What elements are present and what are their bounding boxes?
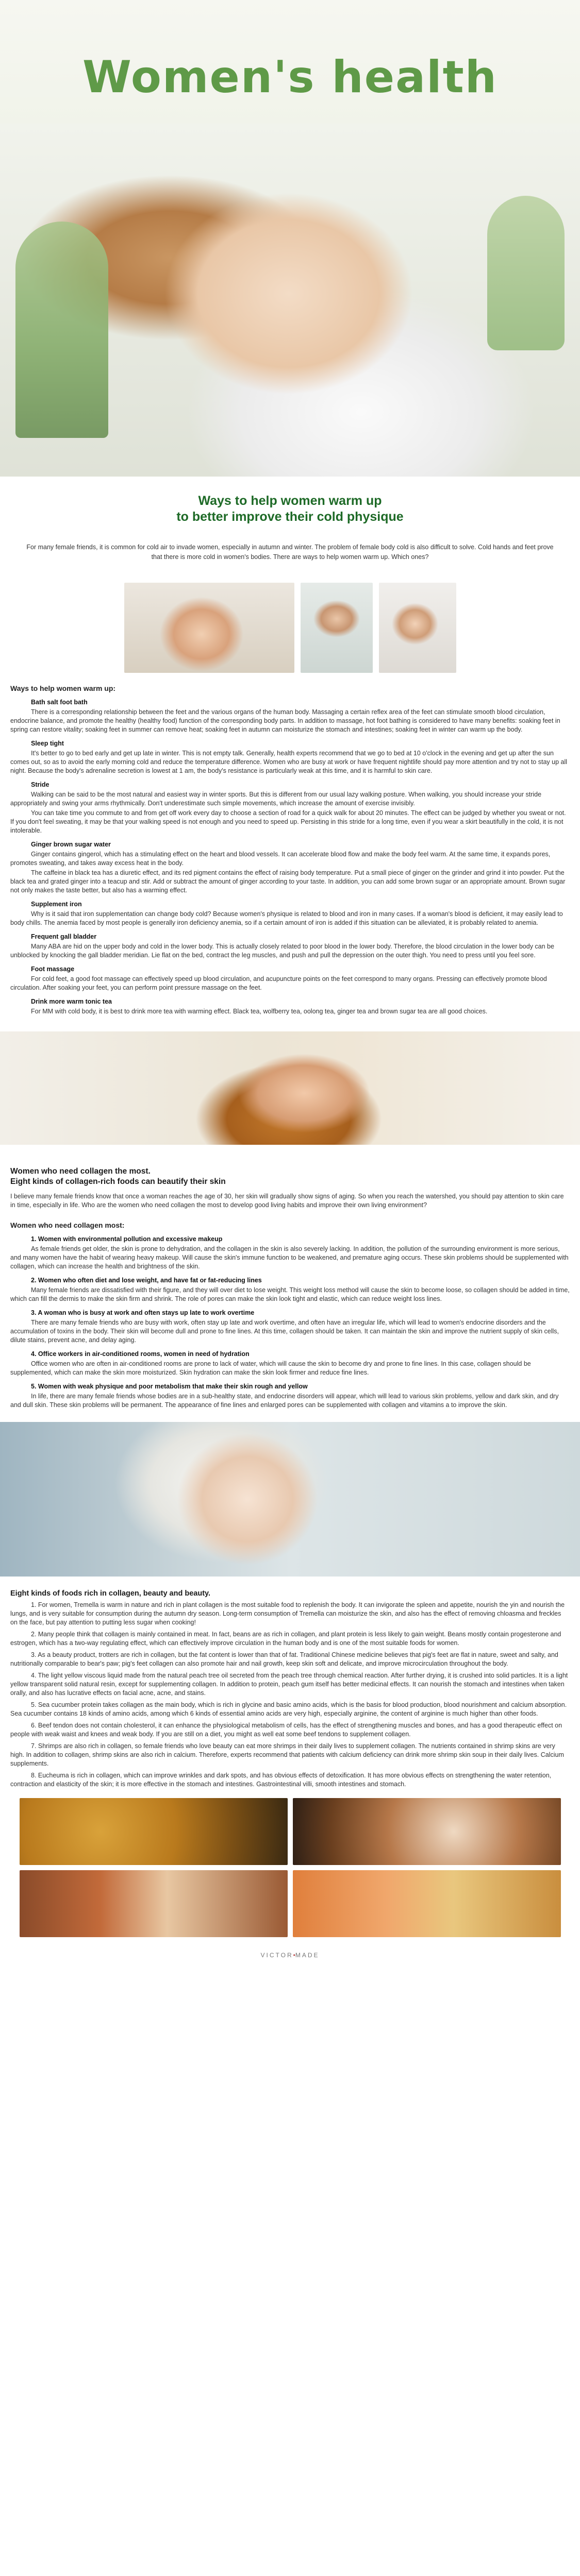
item-title: Sleep tight [31,740,64,747]
food-item: 6. Beef tendon does not contain cholesterol, it can enhance the physiological metabolism of cells, has the effect of strengthening muscles and bones, and has a good therapeutic effect on people with weak waist and knees and weak body. If you are still on a diet, you might as well eat some beef tendons to supplement collagen. [10,1722,562,1738]
section-heading: to better improve their cold physique [176,510,404,524]
item-text: Many female friends are dissatisfied with their figure, and they will over diet to lose weight. This weight loss method will cause the skin to become loose, so collagen should be added in time, which can fill the dermis to make the skin firm and shrink. The role of pores can make the skin look tight and elastic, which can reduce weight loss lines. [10,1286,570,1302]
plant-decoration [15,222,108,438]
section-heading: Ways to help women warm up [198,494,382,508]
section-heading: Eight kinds of collagen-rich foods can beautify their skin [10,1177,226,1186]
warmup-section-header [0,477,580,525]
item-title: 4. Office workers in air-conditioned rooms, women in need of hydration [31,1350,250,1358]
tea-photo [0,1031,580,1145]
item-title: Bath salt foot bath [31,699,88,706]
collagen-list [10,1235,570,1410]
food-item: 5. Sea cucumber protein takes collagen as the main body, which is rich in glycine and basic amino acids, which is the basis for blood production, blood nourishment and calcium absorption. Sea cucumber contains 18 kinds of amino acids, among which 6 kinds of essential amino acids are very high, especially arginine, the content of arginine is much higher than other foods. [10,1701,567,1717]
food-photo [293,1798,561,1865]
item-title: Foot massage [31,965,75,973]
section-intro: For many female friends, it is common for cold air to invade women, especially in autumn and winter. The problem of female body cold is also difficult to solve. Cold hands and feet prove that there is more cold in women's bodies. There are ways to help women warm up. Which ones? [26,544,554,561]
food-item: 2. Many people think that collagen is mainly contained in meat. In fact, beans are as rich in collagen, and plant protein is less likely to gain weight. Beans mostly contain progesterone and estrogen, which has a two-way regulating effect, which can effectively improve circulation in the human body and is one of the most suitable foods for women. [10,1631,561,1647]
list-heading: Ways to help women warm up: [10,684,116,692]
photo [301,583,373,673]
item-title: 3. A woman who is busy at work and often stays up late to work overtime [31,1309,255,1316]
foods-section-heading: Eight kinds of foods rich in collagen, beauty and beauty. [10,1589,211,1598]
item-text: Office women who are often in air-conditioned rooms are prone to lack of water, which will cause the skin to become dry and prone to fine lines. In this case, collagen should be supplemented, which can make the skin more moisturized. Skin hydration can make the skin look firmer and reduce fine lines. [10,1360,531,1376]
item-title: Frequent gall bladder [31,933,97,940]
item-text: Why is it said that iron supplementation can change body cold? Because women's physique is related to blood and iron in many cases. If a woman's blood is deficient, it may easily lead to body chills. The anemia faced by most people is generally iron deficiency anemia, so if a certain amount of iron is added if this situation can be alleviated, it is probably related to anemia. [10,910,563,926]
item-text: You can take time you commute to and from get off work every day to choose a section of road for a quick walk for about 20 minutes. The effect can be judged by whether you sweat or not. If you don't feel sweating, it may be that your walking speed is not enough and you need to speed up. Persisting in this stride for a long time, even if you wear a skirt beautifully in the cold, it is not intolerable. [10,809,566,834]
item-text: There is a corresponding relationship between the feet and the various organs of the human body. Massaging a certain reflex area of the feet can stimulate smooth blood circulation, endocrine balance, and promote the healthy (healthy food) function of the corresponding body parts. In addition to massage, hot foot bathing is considered to have many benefits: soaking feet in spring can restore vitality; soaking feet in summer can remove heat; soaking feet in autumn can moisturize the stomach and intestines; soaking feet in winter can warm up the body. [10,708,560,733]
item-text: In life, there are many female friends whose bodies are in a sub-healthy state, and endocrine disorders will appear, which will lead to various skin problems, yellow and dark skin, and dry and dull skin. These skin problems will be permanent. The appearance of fine lines and enlarged pores can be supplemented with collagen and vitamins a to improve the skin. [10,1393,559,1409]
item-text: Ginger contains gingerol, which has a stimulating effect on the heart and blood vessels. It can accelerate blood flow and make the body feel warm. At the same time, it expands pores, promotes sweating, and takes away excess heat in the body. [10,851,551,867]
item-text: As female friends get older, the skin is prone to dehydration, and the collagen in the skin is also severely lacking. In addition, the pollution of the surrounding environment is more serious, and many women have the habit of wearing heavy makeup. Will cause the skin's immune function to be weakened, and premature aging occurs. These skin problems should be supplemented with collagen, which can increase the health and brightness of the skin. [10,1245,569,1270]
item-title: Drink more warm tonic tea [31,998,112,1005]
food-photo-grid [0,1798,580,1937]
item-text: The caffeine in black tea has a diuretic effect, and its red pigment contains the effect of raising body temperature. Put a small piece of ginger on the grinder and grind it into powder. Put the black tea and grated ginger into a teacup and stir. Add or subtract the amount of ginger according to your taste. In addition, you can add some brown sugar or an appropriate amount. Brown sugar not only makes the taste better, but also has a warming effect. [10,869,566,894]
foods-list [10,1601,570,1789]
food-photo [293,1870,561,1937]
brand-dot: • [293,1952,295,1959]
brand-text: MADE [295,1952,320,1959]
collagen-section-heading [10,1166,570,1187]
item-title: Ginger brown sugar water [31,841,111,848]
food-photo [20,1798,288,1865]
item-text: For cold feet, a good foot massage can effectively speed up blood circulation, and acupuncture points on the feet correspond to many organs. Pressing can effectively promote blood circulation. After soaking your feet, you can perform point pressure massage on the feet. [10,975,547,991]
item-text: Walking can be said to be the most natural and easiest way in winter sports. But this is different from our usual lazy walking posture. When walking, you should increase your stride appropriately and swing your arms rhythmically. Don't underestimate such simple movements, which increase the amount of exercise invisibly. [10,791,542,807]
food-item: 4. The light yellow viscous liquid made from the natural peach tree oil secreted from the peach tree through chemical reaction. After further drying, it is crushed into solid particles. It is a light yellow transparent solid natural resin, except for supplementing collagen. In addition to protein, peach gum itself has better medicinal effects. It can nourish the stomach and intestines when taken orally, and also has lucrative effects on facial acne, acne, and stains. [10,1672,568,1697]
page-title: Women's health [82,52,498,103]
photo [124,583,294,673]
brand-text: VICTOR [260,1952,293,1959]
warmup-list [10,698,570,1016]
hero-banner [0,0,580,477]
section-intro: I believe many female friends know that once a woman reaches the age of 30, her skin will gradually show signs of aging. So when you reach the watershed, you should pay attention to skin care in time, especially in life. Who are the women who need collagen the most to develop good living habits and improve their own living environment? [10,1193,564,1209]
photo-gallery [0,583,580,673]
food-item: 7. Shrimps are also rich in collagen, so female friends who love beauty can eat more shrimps in their daily lives to supplement collagen. The nutrients contained in shrimp skins are very high. In addition to collagen, shrimp skins are also rich in calcium. Therefore, experts recommend that patients with calcium deficiency can drink more shrimp skin soup in their daily lives. Calcium supplements. [10,1742,564,1767]
item-text: For MM with cold body, it is best to drink more tea with warming effect. Black tea, wolfberry tea, oolong tea, ginger tea and brown sugar tea are all good choices. [31,1008,488,1015]
section-heading: Women who need collagen the most. [10,1167,151,1176]
item-title: 1. Women with environmental pollution and excessive makeup [31,1235,223,1243]
skincare-photo [0,1422,580,1577]
plant-decoration [487,196,565,350]
food-item: 3. As a beauty product, trotters are rich in collagen, but the fat content is lower than that of fat. Traditional Chinese medicine believes that pig's feet are flat in nature, sweet and salty, and nutritionally comparable to bear's paw; pig's feet collagen can also promote hair and nail growth, keep skin soft and delicate, and improve microcirculation throughout the body. [10,1651,558,1667]
brand-footer [0,1952,580,1972]
item-title: 2. Women who often diet and lose weight, and have fat or fat-reducing lines [31,1277,262,1284]
photo [379,583,456,673]
item-title: Stride [31,781,49,788]
food-photo [20,1870,288,1937]
item-text: Many ABA are hid on the upper body and cold in the lower body. This is actually closely related to poor blood in the lower body. Therefore, the blood circulation in the lower body can be unblocked by knocking the gall bladder meridian. Lie flat on the bed, contract the leg muscles, and push and pull the depression on the outer thigh. You need to press until you feel sore. [10,943,554,959]
list-heading: Women who need collagen most: [10,1221,125,1229]
collagen-body [0,1192,580,1410]
item-title: Supplement iron [31,901,82,908]
item-text: It's better to go to bed early and get up late in winter. This is not empty talk. Generally, health experts recommend that we go to bed at 10 o'clock in the evening and get up after the sun comes out, so as to avoid the early morning cold and reduce the temperature difference. Women who are busy at work or have frequent nightlife should pay more attention and try not to stay up all night. Because the body's adrenaline secretion is lowest at 1 am, the body's resistance is particularly weak at this time, and it is harmful to skin care. [10,750,568,774]
item-text: There are many female friends who are busy with work, often stay up late and work overtime, and often have an irregular life, which will lead to women's endocrine disorders and the accumulation of toxins in the body. Their skin will become dull and prone to fine lines. At this time, collagen should be taken. It can maintain the skin and improve the nutrient supply of skin cells, dilute stains, prevent acne, and delay aging. [10,1319,559,1344]
item-title: 5. Women with weak physique and poor metabolism that make their skin rough and yellow [31,1383,308,1390]
foods-body [0,1601,580,1789]
food-item: 1. For women, Tremella is warm in nature and rich in plant collagen is the most suitable food to replenish the body. It can invigorate the spleen and appetite, nourish the yin and nourish the lungs, and is very suitable for consumption during the autumn dry season. Long-term consumption of Tremella can moisturize the skin, and also has the effect of removing chloasma and freckles on the face, but pay attention to putting less sugar when cooking! [10,1601,565,1626]
food-item: 8. Eucheuma is rich in collagen, which can improve wrinkles and dark spots, and has obvious effects of detoxification. It has more obvious effects on strengthening the water retention, contraction and elasticity of the skin; it is more effective in the stomach and intestines. Gastrointestinal villi, smooth intestines and stomach. [10,1772,552,1788]
warmup-body [0,684,580,1016]
